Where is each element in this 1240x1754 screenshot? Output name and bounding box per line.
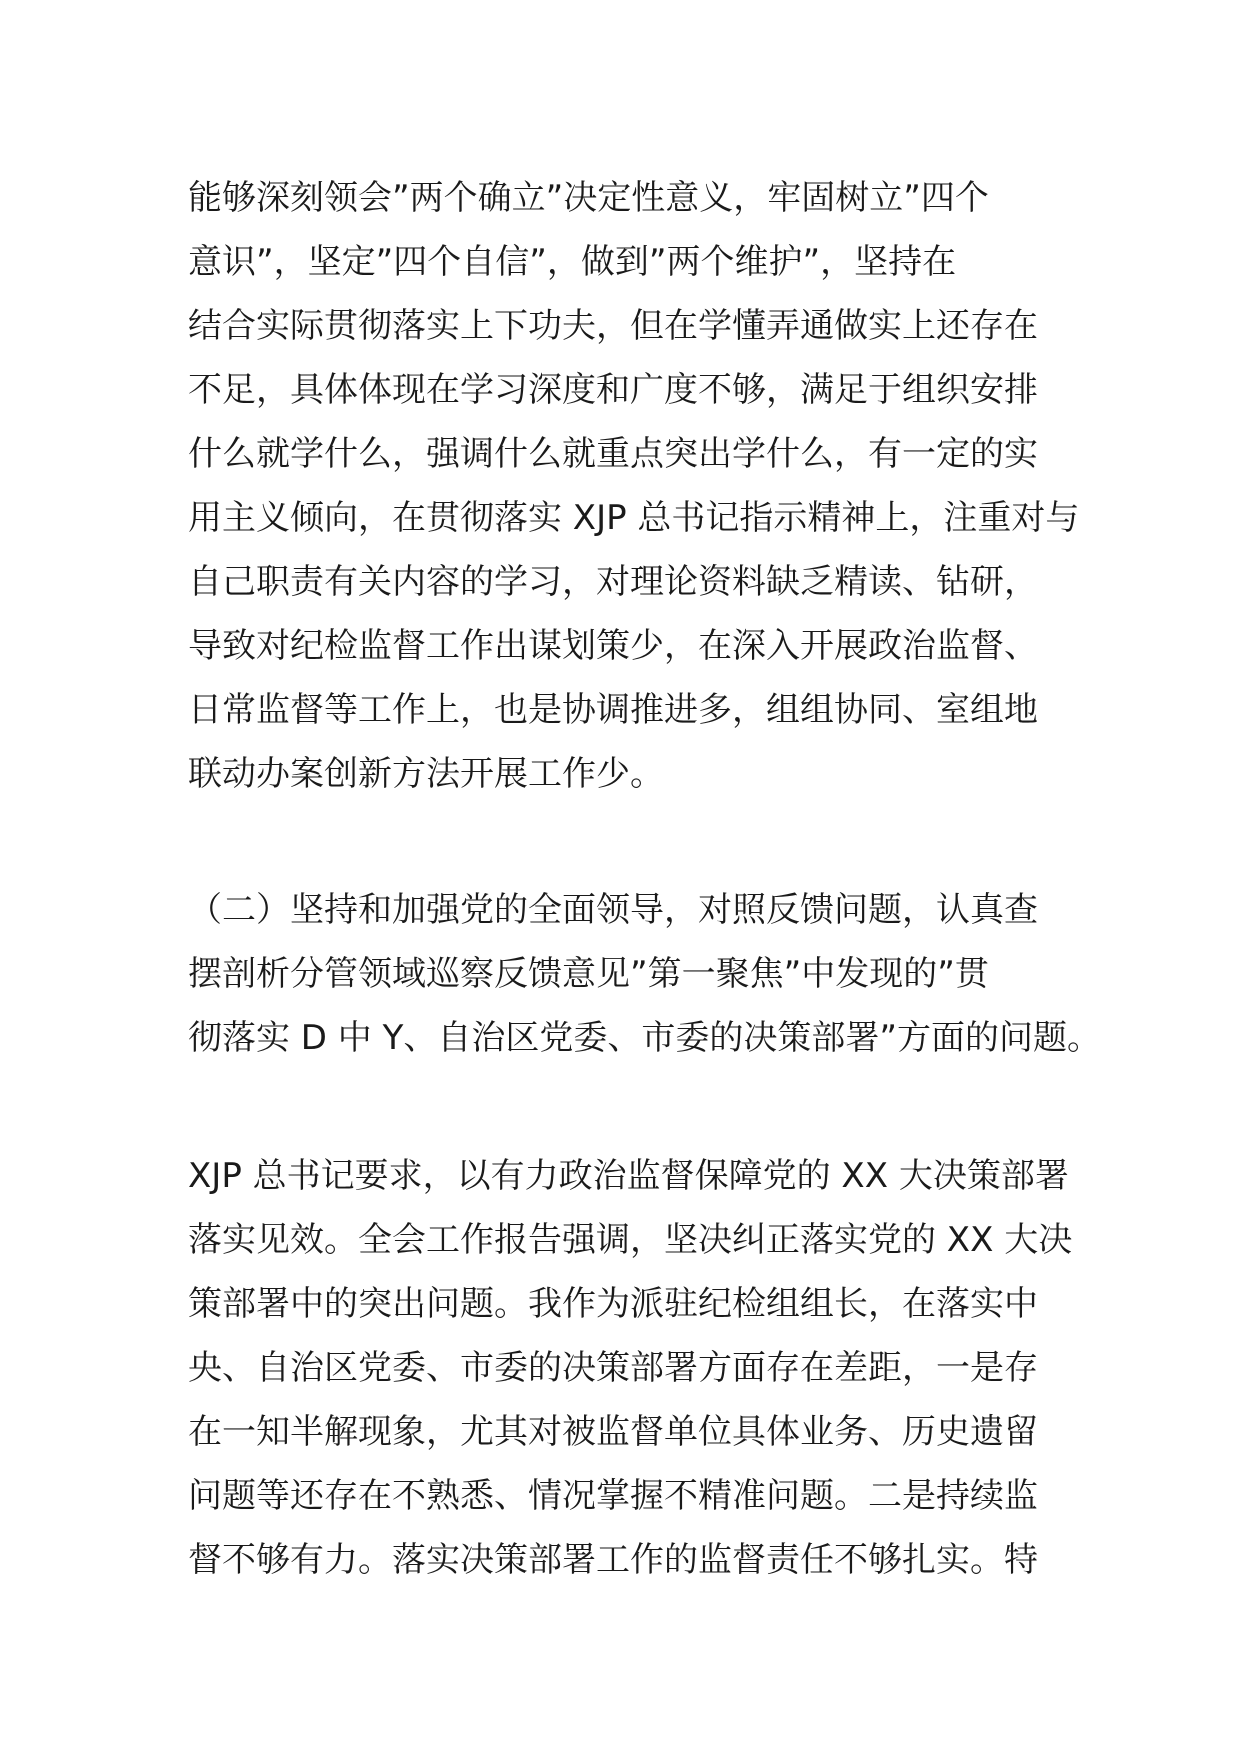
- text-line: 在一知半解现象，尤其对被监督单位具体业务、历史遗留: [188, 1412, 1038, 1452]
- text-line: 央、自治区党委、市委的决策部署方面存在差距，一是存: [188, 1348, 1038, 1388]
- text-line: 自己职责有关内容的学习，对理论资料缺乏精读、钻研，: [188, 562, 1038, 602]
- text-line: （二）坚持和加强党的全面领导，对照反馈问题，认真查: [188, 890, 1038, 930]
- paragraph-3: [188, 1144, 1073, 1592]
- section-heading-paragraph: [188, 878, 1101, 1070]
- text-line: 摆剖析分管领域巡察反馈意见”第一聚焦”中发现的”贯: [188, 954, 989, 994]
- text-line: 督不够有力。落实决策部署工作的监督责任不够扎实。特: [188, 1540, 1038, 1580]
- text-line: 用主义倾向，在贯彻落实 XJP 总书记指示精神上，注重对与: [188, 498, 1080, 538]
- text-line: 什么就学什么，强调什么就重点突出学什么，有一定的实: [188, 434, 1038, 474]
- text-line: 落实见效。全会工作报告强调，坚决纠正落实党的 XX 大决: [188, 1220, 1073, 1260]
- text-line: 策部署中的突出问题。我作为派驻纪检组组长，在落实中: [188, 1284, 1038, 1324]
- text-line: 不足，具体体现在学习深度和广度不够，满足于组织安排: [188, 370, 1038, 410]
- text-line: 日常监督等工作上，也是协调推进多，组组协同、室组地: [188, 690, 1038, 730]
- text-line: 能够深刻领会”两个确立”决定性意义，牢固树立”四个: [188, 178, 989, 218]
- text-line: 结合实际贯彻落实上下功夫，但在学懂弄通做实上还存在: [188, 306, 1038, 346]
- text-line: XJP 总书记要求，以有力政治监督保障党的 XX 大决策部署: [188, 1156, 1069, 1196]
- text-line: 导致对纪检监督工作出谋划策少，在深入开展政治监督、: [188, 626, 1038, 666]
- paragraph-1: [188, 166, 1080, 806]
- text-line: 彻落实 D 中 Y、自治区党委、市委的决策部署”方面的问题。: [188, 1018, 1101, 1058]
- text-line: 问题等还存在不熟悉、情况掌握不精准问题。二是持续监: [188, 1476, 1038, 1516]
- text-line: 意识”，坚定”四个自信”，做到”两个维护”，坚持在: [188, 242, 957, 282]
- text-line: 联动办案创新方法开展工作少。: [188, 754, 664, 794]
